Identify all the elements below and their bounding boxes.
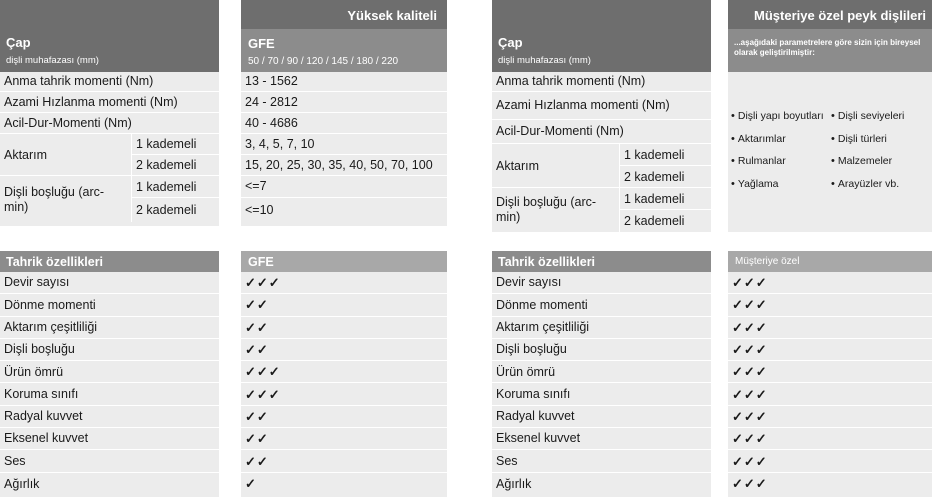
feature-label: Ses	[0, 450, 219, 472]
right-features-header-value: Müşteriye özel	[735, 256, 800, 267]
feature-label: Dönme momenti	[0, 294, 219, 316]
right-header-desc: ...aşağıdaki parametrelere göre sizin için bireysel olarak geliştirilmiştir:	[734, 38, 921, 58]
left-features-header-value: GFE	[248, 255, 274, 269]
feature-ticks: ✓✓✓	[241, 384, 447, 406]
feature-ticks: ✓✓✓	[728, 384, 932, 406]
left-header-sub: dişli muhafazası (mm)	[6, 55, 99, 66]
right-row-label: Azami Hızlanma momenti (Nm)	[492, 92, 711, 120]
feature-label: Eksenel kuvvet	[0, 428, 219, 450]
left-row-value: 40 - 4686	[241, 113, 447, 134]
left-header-cap: Çap	[6, 35, 31, 50]
feature-label: Ürün ömrü	[0, 361, 219, 383]
left-aktarim-label: Aktarım	[0, 134, 131, 176]
left-backlash-value-1: <=7	[241, 176, 447, 198]
feature-label: Ses	[492, 450, 711, 472]
left-features-value-body	[241, 272, 447, 497]
right-label-header	[492, 0, 711, 72]
right-backlash-label: Dişli boşluğu (arc-min)	[496, 195, 597, 224]
feature-ticks: ✓✓	[241, 406, 447, 428]
feature-ticks: ✓✓✓	[241, 361, 447, 383]
left-aktarim-value-2: 15, 20, 25, 30, 35, 40, 50, 70, 100	[241, 155, 447, 176]
right-backlash-sub-2: 2 kademeli	[619, 210, 711, 232]
right-group-title: Müşteriye özel peyk dişlileri	[754, 8, 926, 23]
right-features-header-label: Tahrik özellikleri	[498, 255, 596, 269]
left-spec-table	[0, 0, 447, 226]
right-bullets-panel	[728, 72, 932, 232]
bullet-list-right	[831, 105, 904, 195]
feature-label: Ürün ömrü	[492, 361, 711, 383]
feature-label: Ağırlık	[4, 476, 40, 491]
left-aktarim-sub-2: 2 kademeli	[131, 155, 219, 176]
feature-ticks: ✓✓✓	[728, 317, 932, 339]
right-row-label: Acil-Dur-Momenti (Nm)	[492, 120, 711, 144]
left-features-label-body	[0, 272, 219, 497]
feature-label: Aktarım çeşitliliği	[492, 317, 711, 339]
right-aktarim-sub-2: 2 kademeli	[619, 166, 711, 188]
right-desc-header	[728, 29, 932, 72]
feature-label: Koruma sınıfı	[492, 384, 711, 406]
feature-ticks: ✓✓✓	[732, 476, 768, 492]
left-features-table	[0, 251, 447, 497]
left-row-value: 24 - 2812	[241, 92, 447, 113]
bullet-item: • Rulmanlar	[731, 150, 824, 173]
left-backlash-label: Dişli boşluğu (arc-min)	[4, 185, 105, 214]
bullet-item: • Dişli türleri	[831, 128, 904, 151]
bullet-item: • Arayüzler vb.	[831, 173, 904, 196]
feature-ticks: ✓✓	[241, 450, 447, 472]
left-backlash-sub-1: 1 kademeli	[131, 176, 219, 198]
feature-ticks: ✓✓	[241, 317, 447, 339]
left-features-label-header	[0, 251, 219, 272]
feature-ticks: ✓✓✓	[728, 406, 932, 428]
feature-ticks: ✓✓✓	[728, 428, 932, 450]
left-aktarim-value-1: 3, 4, 5, 7, 10	[241, 134, 447, 155]
feature-ticks: ✓✓✓	[728, 294, 932, 316]
feature-ticks: ✓✓✓	[241, 272, 447, 294]
left-features-value-header	[241, 251, 447, 272]
feature-label: Koruma sınıfı	[0, 384, 219, 406]
left-value-body	[241, 72, 447, 226]
left-backlash-sub-2: 2 kademeli	[131, 198, 219, 222]
feature-label: Radyal kuvvet	[492, 406, 711, 428]
left-group-title-bar	[241, 0, 447, 29]
right-backlash-sub-1: 1 kademeli	[619, 188, 711, 210]
left-header-value-sub: 50 / 70 / 90 / 120 / 145 / 180 / 220	[248, 56, 399, 67]
feature-ticks: ✓✓✓	[728, 450, 932, 472]
feature-label: Ağırlık	[496, 476, 532, 491]
feature-ticks: ✓	[245, 476, 257, 492]
left-label-header	[0, 0, 219, 72]
feature-label: Dişli boşluğu	[0, 339, 219, 361]
feature-label: Dönme momenti	[492, 294, 711, 316]
right-features-value-header	[728, 251, 932, 272]
bullet-list-left	[731, 105, 824, 195]
bullet-item: • Dişli yapı boyutları	[731, 105, 824, 128]
left-label-body	[0, 72, 219, 226]
feature-label: Aktarım çeşitliliği	[0, 317, 219, 339]
bullet-item: • Aktarımlar	[731, 128, 824, 151]
feature-ticks: ✓✓	[241, 294, 447, 316]
feature-label: Radyal kuvvet	[0, 406, 219, 428]
right-header-sub: dişli muhafazası (mm)	[498, 55, 591, 66]
left-row-label: Acil-Dur-Momenti (Nm)	[0, 113, 219, 134]
left-header-value-title: GFE	[248, 36, 275, 51]
left-aktarim-sub-1: 1 kademeli	[131, 134, 219, 155]
bullet-item: • Yağlama	[731, 173, 824, 196]
left-row-label: Azami Hızlanma momenti (Nm)	[0, 92, 219, 113]
right-group-title-bar	[728, 0, 932, 29]
feature-ticks: ✓✓✓	[728, 272, 932, 294]
left-group-title: Yüksek kaliteli	[347, 8, 437, 23]
feature-ticks: ✓✓	[241, 428, 447, 450]
right-aktarim-sub-1: 1 kademeli	[619, 144, 711, 166]
bullet-item: • Dişli seviyeleri	[831, 105, 904, 128]
right-label-body	[492, 72, 711, 232]
right-features-value-body	[728, 272, 932, 497]
left-row-value: 13 - 1562	[241, 72, 447, 92]
right-aktarim-label: Aktarım	[492, 144, 619, 188]
left-backlash-value-2: <=10	[245, 202, 274, 217]
feature-label: Dişli boşluğu	[492, 339, 711, 361]
right-spec-table	[492, 0, 932, 232]
right-row-label: Anma tahrik momenti (Nm)	[492, 72, 711, 92]
left-features-header-label: Tahrik özellikleri	[6, 255, 104, 269]
feature-ticks: ✓✓✓	[728, 361, 932, 383]
right-features-table	[492, 251, 932, 497]
right-header-cap: Çap	[498, 35, 523, 50]
right-features-label-body	[492, 272, 711, 497]
right-features-label-header	[492, 251, 711, 272]
feature-label: Devir sayısı	[492, 272, 711, 294]
left-row-label: Anma tahrik momenti (Nm)	[0, 72, 219, 92]
feature-label: Devir sayısı	[0, 272, 219, 294]
bullet-item: • Malzemeler	[831, 150, 904, 173]
feature-ticks: ✓✓✓	[728, 339, 932, 361]
left-value-header	[241, 29, 447, 72]
feature-label: Eksenel kuvvet	[492, 428, 711, 450]
feature-ticks: ✓✓	[241, 339, 447, 361]
